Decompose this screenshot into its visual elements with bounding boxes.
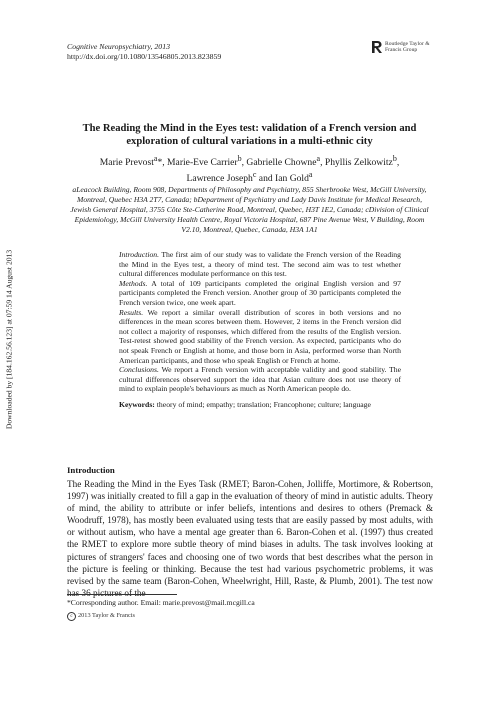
abstract-conclusions: Conclusions. We report a French version with acceptable validity and good stability. The cultural differences observed support the idea that Asian culture does not use theory of mind to explain people's behaviours as much as North American people do. (119, 365, 401, 394)
affiliations: aLeacock Building, Room 908, Departments of Philosophy and Psychiatry, 855 Sherbrooke West, McGill University, Montreal, Quebec H3A 2T7, Canada; bDepartment of Psychiatry and Lady Davis Institute for Medical Research, Jewish General Hospital, 3755 Côte Ste-Catherine Road, Montreal, Quebec, H3T 1E2, Canada; cDivision of Clinical Epidemiology, McGill University Health Centre, Royal Victoria Hospital, 687 Pine Avenue West, V Building, Room V2.10, Montreal, Quebec, Canada, H3A 1A1 (70, 185, 429, 235)
journal-name: Cognitive Neuropsychiatry, 2013 (67, 42, 171, 51)
abstract-results: Results. We report a similar overall distribution of scores in both versions and no differences in the mean scores between them. However, 2 items in the French version did not collect a majority of responses, which differed from the results of the English version. Test-retest showed good stability of the French version. As expected, participants who do not speak French or English at home, and those born in Asia, performed worse than North American participants, and those who speak English or French at home. (119, 307, 401, 365)
introduction-paragraph: The Reading the Mind in the Eyes Task (RMET; Baron-Cohen, Jolliffe, Mortimore, & Robertson, 1997) was initially created to fill a gap in the evaluation of theory of mind in autistic adults. Theory of mind, the ability to attribute or infer beliefs, intentions and desires to others (Premack & Woodruff, 1978), has mostly been evaluated using tests that are easily passed by most adults, with or without autism, who have a mental age greater than 6. Baron-Cohen et al. (1997) thus created the RMET to explore more subtle theory of mind biases in adults. The task involves looking at pictures of strangers' faces and choosing one of two words that best describes what the person in the picture is feeling or thinking. Because the test had various psychometric problems, it was revised by the same team (Baron-Cohen, Wheelwright, Hill, Raste, & Plumb, 2001). The test now has 36 pictures of the (67, 479, 433, 598)
journal-header (67, 42, 221, 61)
keywords: Keywords: theory of mind; empathy; translation; Francophone; culture; language (119, 399, 371, 409)
corresponding-author-footnote: *Corresponding author. Email: marie.prevost@mail.mcgill.ca (67, 598, 255, 607)
author-line-2: Lawrence Joseph$^c$ and Ian Gold$^a$ (186, 170, 313, 185)
author-line-1: Marie Prevost$^a$*, Marie-Eve Carrier$^b$, Gabrielle Chowne$^a$, Phyllis Zelkowitz$^b$, (99, 154, 400, 169)
copyright-notice: c 2013 Taylor & Francis (67, 612, 135, 621)
author-list (67, 153, 432, 186)
doi-link[interactable]: http://dx.doi.org/10.1080/13546805.2013.823859 (67, 51, 222, 61)
abstract-methods: Methods. A total of 109 participants completed the original English version and 97 participants completed the French version. Another group of 30 participants completed the French version twice, one week apart. (119, 278, 401, 307)
publisher-logo (371, 40, 431, 56)
routledge-logo-icon (371, 40, 383, 54)
abstract (119, 250, 401, 410)
download-watermark: Downloaded by [184.162.56.123] at 07:59 14 August 2013 (4, 249, 14, 430)
section-heading-introduction: Introduction (67, 465, 115, 475)
publisher-logo-text: Routledge Taylor & Francis Group (385, 41, 430, 53)
footnote-divider (67, 594, 177, 595)
copyright-icon: c (67, 612, 76, 621)
abstract-introduction: Introduction. The first aim of our study was to validate the French version of the Reading the Mind in the Eyes test, a theory of mind test. The second aim was to test whether cultural differences modulate performance on this test. (119, 250, 401, 279)
article-title: The Reading the Mind in the Eyes test: validation of a French version and exploration of cultural variations in a multi-ethnic city (82, 123, 417, 147)
